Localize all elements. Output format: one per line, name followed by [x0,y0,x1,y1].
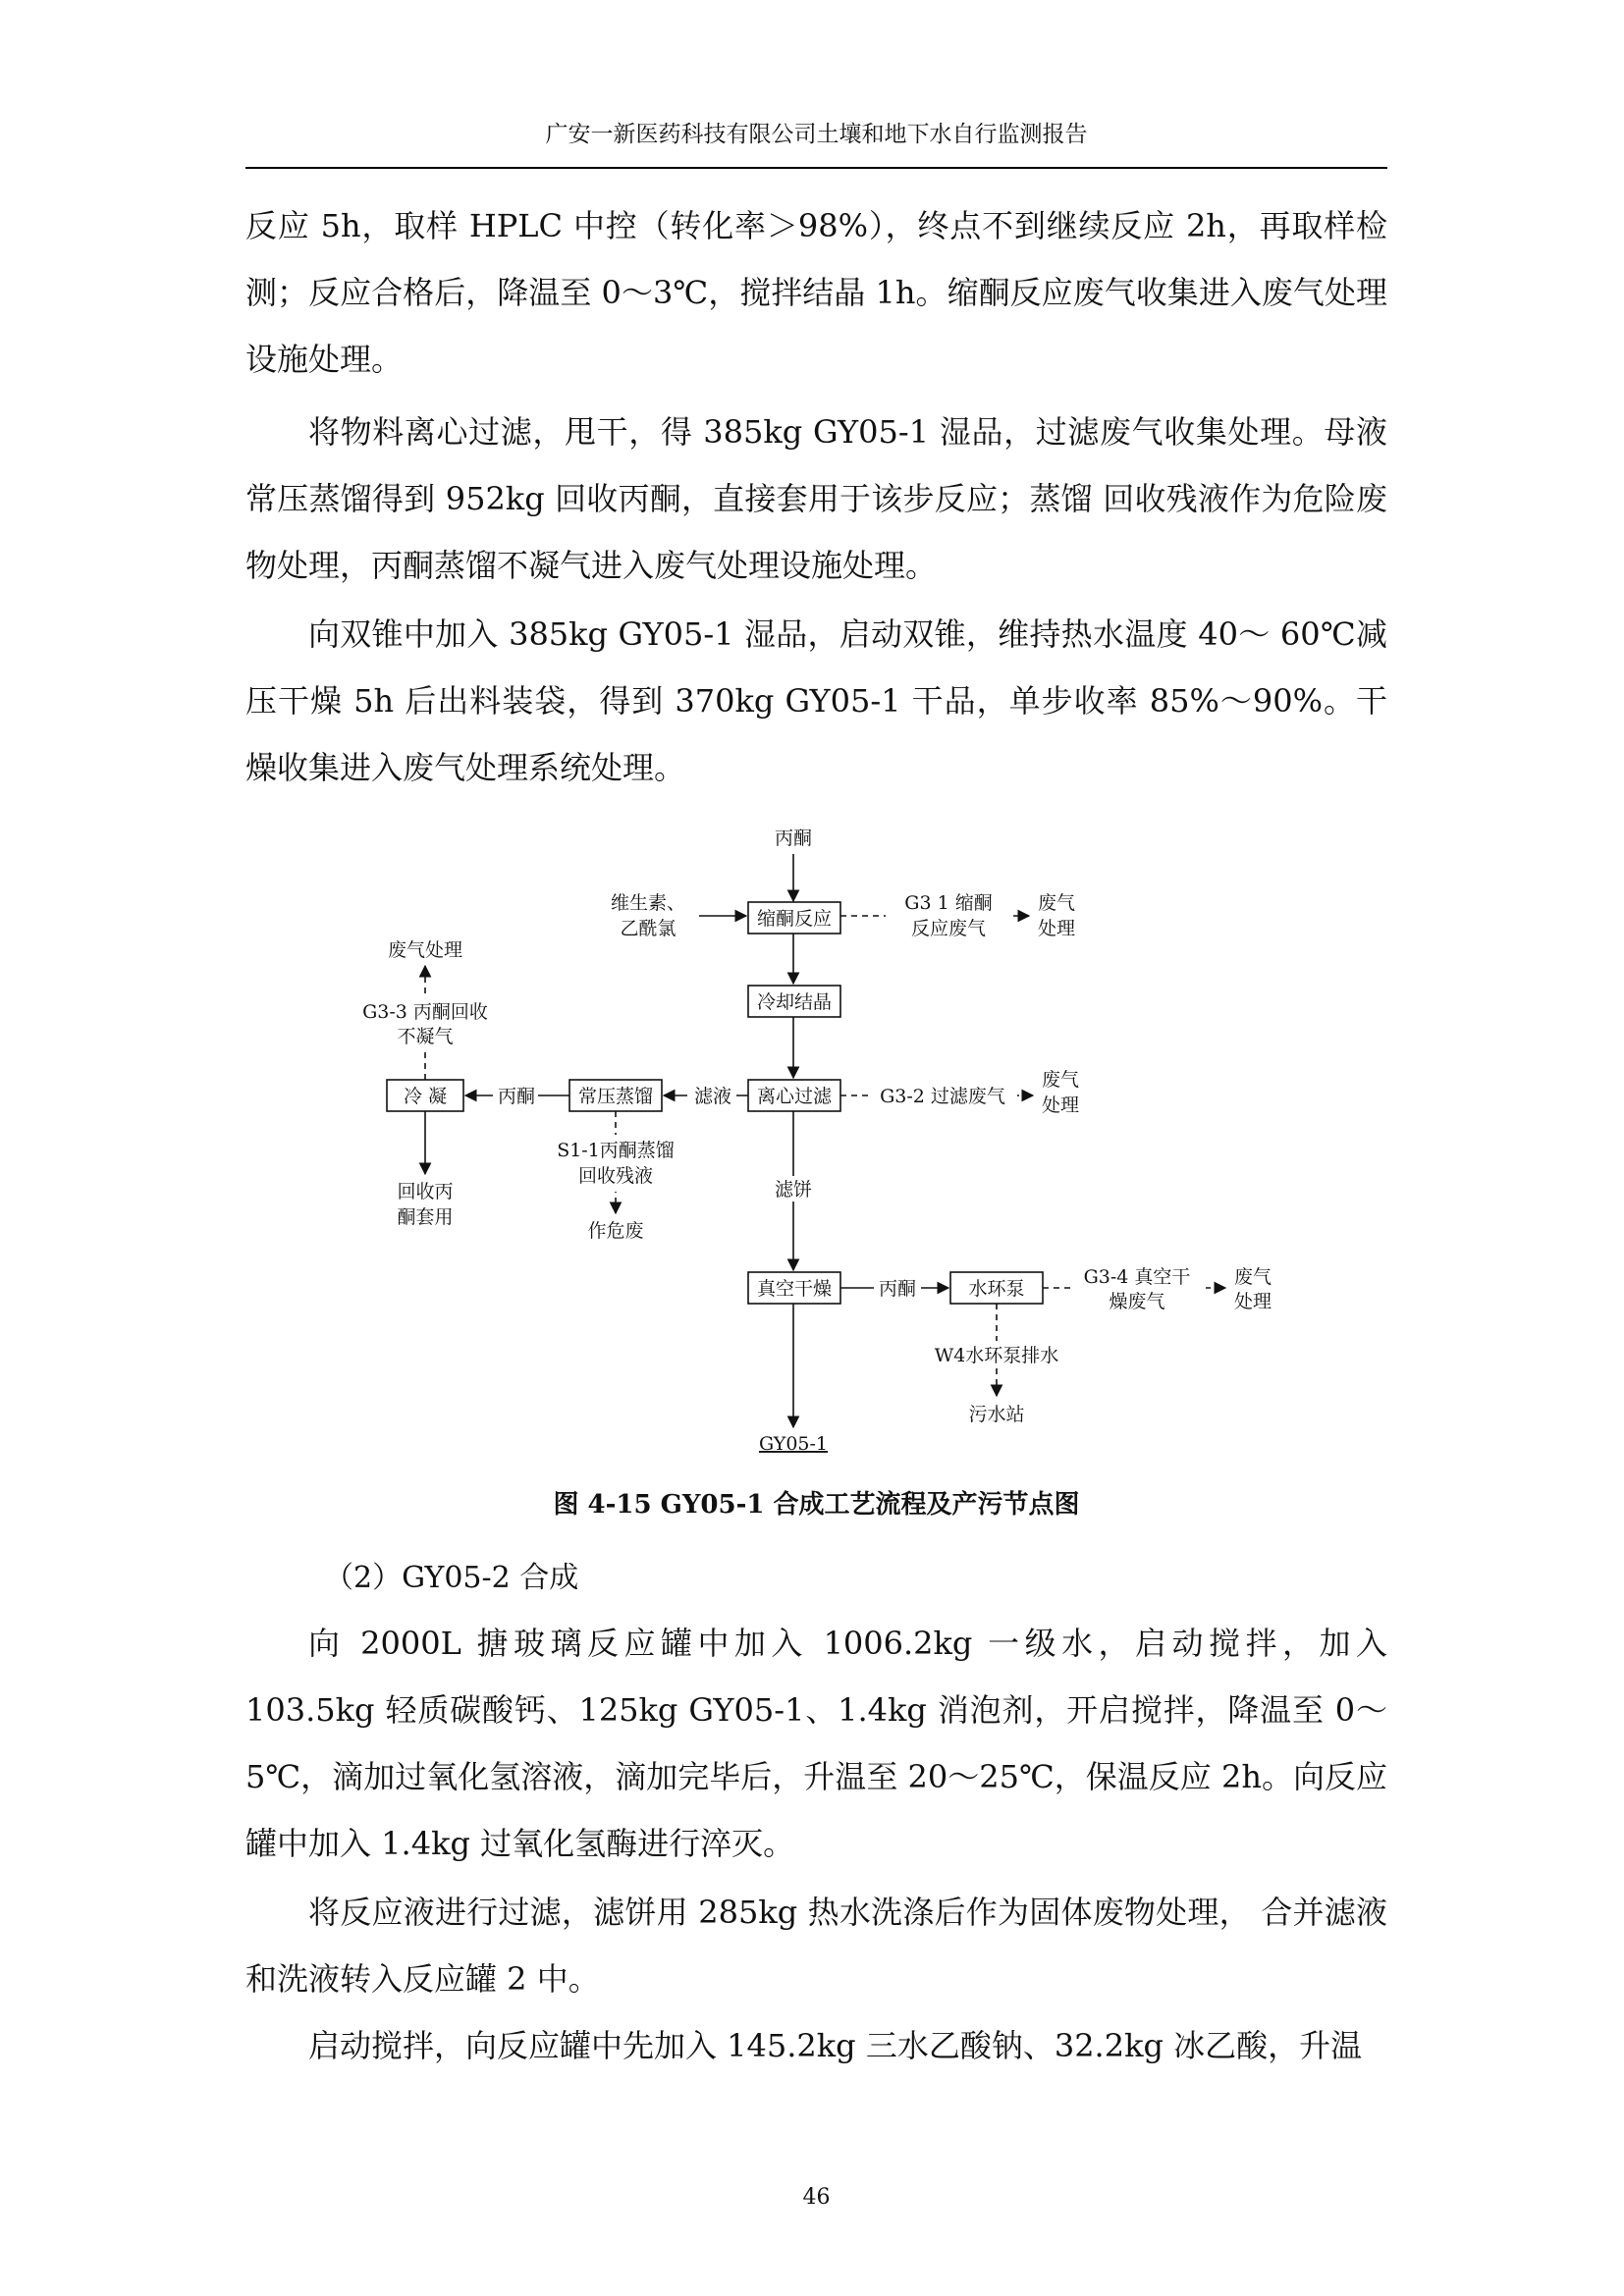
w4-label: W4水环泵排水 [934,1345,1059,1366]
paragraph-3: 向双锥中加入 385kg GY05-1 湿品，启动双锥，维持热水温度 40～ 60℃减压干燥 5h 后出料装袋，得到 370kg GY05-1 干品，单步收率 85%～90%。干燥收集进入废气处理系统处理。 [245,615,1387,786]
box-water-ring-pump-label: 水环泵 [968,1278,1025,1300]
acetone-label-1: 丙酮 [497,1086,536,1107]
g34-label-1: G3-4 真空干 [1083,1266,1191,1288]
g32-dest-1: 废气 [1041,1069,1080,1091]
section-heading-gy05-2: （2）GY05-2 合成 [324,1561,579,1595]
recycle-label-1: 回收丙 [397,1181,454,1202]
box-cooling-label: 冷却结晶 [756,991,833,1013]
g34-dest-1: 废气 [1233,1266,1272,1288]
g31-label-1: G3 1 缩酮 [904,892,993,914]
g34-dest-2: 处理 [1233,1291,1272,1312]
g31-label-2: 反应废气 [910,918,987,939]
paragraph-6: 将反应液进行过滤，滤饼用 285kg 热水洗涤后作为固体废物处理， 合并滤液和洗液转入反应罐 2 中。 [245,1894,1387,1998]
input-reagents-label-1: 维生素、 [610,892,686,914]
page-number: 46 [802,2185,831,2210]
s11-label-2: 回收残液 [577,1165,654,1187]
g31-dest-1: 废气 [1037,892,1076,914]
g33-label-2: 不凝气 [397,1026,454,1047]
g33-label-1: G3-3 丙酮回收 [362,1001,488,1023]
filtrate-label: 滤液 [693,1086,732,1107]
box-ketal-reaction-label: 缩酮反应 [756,908,833,930]
page-header-title: 广安一新医药科技有限公司土壤和地下水自行监测报告 [545,122,1088,147]
box-centrifuge-label: 离心过滤 [756,1086,833,1107]
paragraph-5: 向 2000L 搪玻璃反应罐中加入 1006.2kg 一级水，启动搅拌，加入 103.5kg 轻质碳酸钙、125kg GY05-1、1.4kg 消泡剂，开启搅拌，降温至 0～5℃，滴加过氧化氢溶液，滴加完毕后，升温至 20～25℃，保温反应 2h。向反应罐中加入 1.4kg 过氧化氢酶进行淬灭。 [245,1625,1387,1862]
recycle-label-2: 酮套用 [397,1206,454,1228]
paragraph-1: 反应 5h，取样 HPLC 中控（转化率＞98%），终点不到继续反应 2h，再取样检测；反应合格后，降温至 0～3℃，搅拌结晶 1h。缩酮反应废气收集进入废气处理设施处理。 [245,207,1387,378]
input-reagents-label-2: 乙酰氯 [620,918,677,939]
box-distillation-label: 常压蒸馏 [577,1086,654,1107]
paragraph-7: 启动搅拌，向反应罐中先加入 145.2kg 三水乙酸钠、32.2kg 冰乙酸，升温 [308,2027,1363,2064]
acetone-label-2: 丙酮 [878,1278,917,1300]
paragraph-2: 将物料离心过滤，甩干，得 385kg GY05-1 湿品，过滤废气收集处理。母液常压蒸馏得到 952kg 回收丙酮，直接套用于该步反应；蒸馏 回收残液作为危险废物处理，丙酮蒸馏不凝气进入废气处理设施处理。 [245,413,1387,584]
input-acetone-label: 丙酮 [774,828,813,849]
s11-dest: 作危废 [587,1220,644,1242]
g32-label: G3-2 过滤废气 [880,1086,1005,1107]
box-vacuum-drying-label: 真空干燥 [756,1278,833,1300]
figure-caption: 图 4-15 GY05-1 合成工艺流程及产污节点图 [553,1490,1080,1520]
g33-dest: 废气处理 [387,939,463,961]
g31-dest-2: 处理 [1037,918,1076,939]
w4-dest: 污水站 [968,1404,1025,1425]
s11-label-1: S1-1丙酮蒸馏 [557,1140,675,1161]
filter-cake-label: 滤饼 [774,1179,813,1201]
g34-label-2: 燥废气 [1109,1291,1165,1312]
box-condensation-label: 冷 凝 [403,1086,448,1107]
g32-dest-2: 处理 [1041,1095,1080,1116]
product-label: GY05-1 [758,1433,829,1455]
